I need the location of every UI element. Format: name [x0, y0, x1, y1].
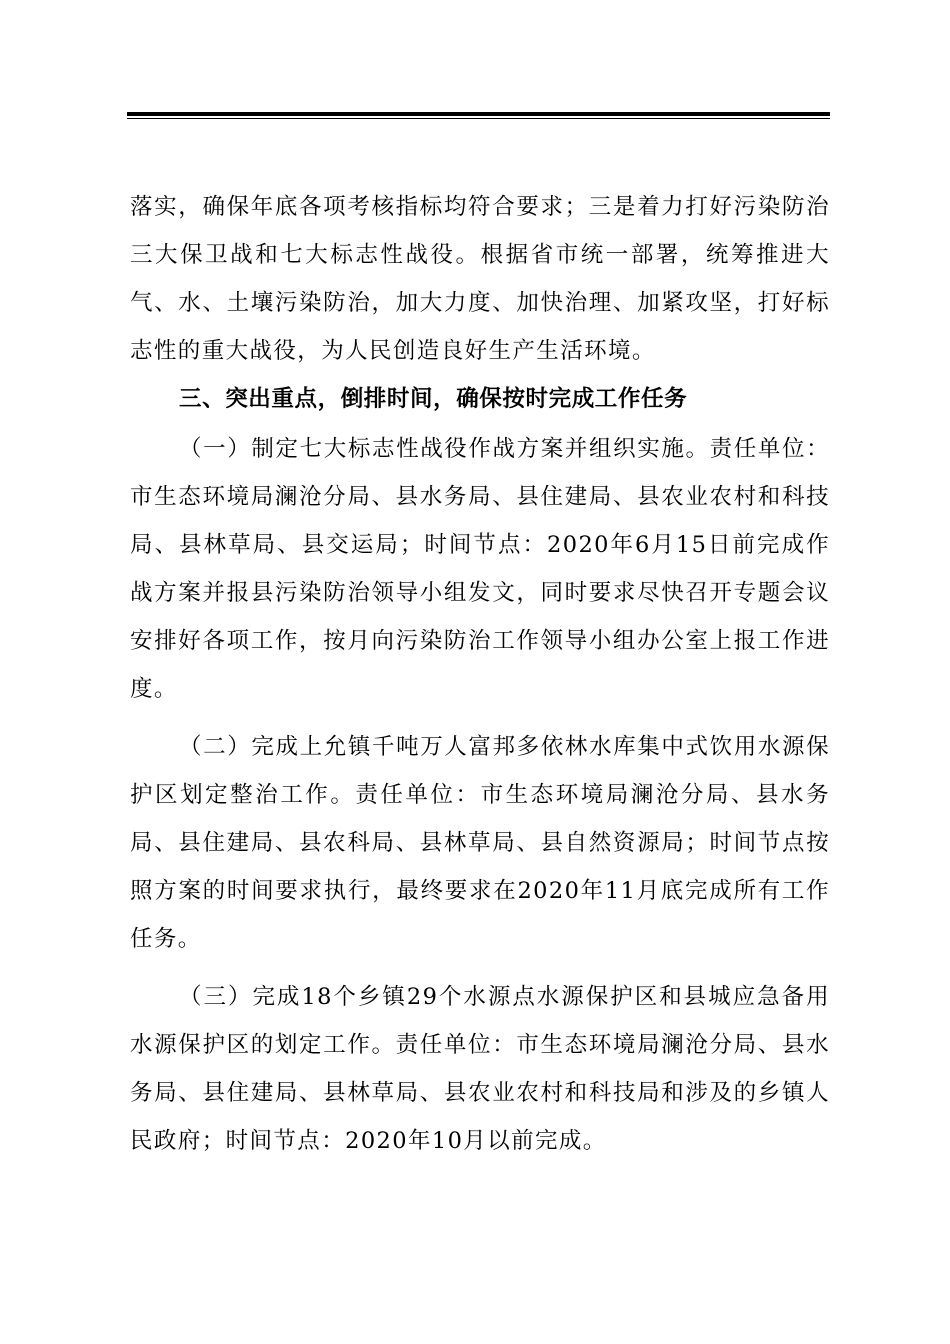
- paragraph-item-1: （一）制定七大标志性战役作战方案并组织实施。责任单位：市生态环境局澜沧分局、县水务局、县住建局、县农业农村和科技局、县林草局、县交运局；时间节点：2020年6月15日前完成作战方案并报县污染防治领导小组发文，同时要求尽快召开专题会议安排好各项工作，按月向污染防治工作领导小组办公室上报工作进度。: [130, 436, 830, 702]
- header-rule-thin: [127, 118, 830, 119]
- section-heading-3: 三、突出重点，倒排时间，确保按时完成工作任务: [179, 386, 688, 412]
- header-double-rule: [127, 112, 830, 119]
- paragraph-continuation: 落实，确保年底各项考核指标均符合要求；三是着力打好污染防治三大保卫战和七大标志性战役。根据省市统一部署，统筹推进大气、水、土壤污染防治，加大力度、加快治理、加紧攻坚，打好标志性的重大战役，为人民创造良好生产生活环境。: [130, 194, 830, 364]
- header-rule-thick: [127, 112, 830, 116]
- paragraph-item-2: （二）完成上允镇千吨万人富邦多依林水库集中式饮用水源保护区划定整治工作。责任单位：市生态环境局澜沧分局、县水务局、县住建局、县农科局、县林草局、县自然资源局；时间节点按照方案的时间要求执行，最终要求在2020年11月底完成所有工作任务。: [130, 734, 830, 952]
- paragraph-item-3: （三）完成18个乡镇29个水源点水源保护区和县城应急备用水源保护区的划定工作。责任单位：市生态环境局澜沧分局、县水务局、县住建局、县林草局、县农业农村和科技局和涉及的乡镇人民政府；时间节点：2020年10月以前完成。: [130, 984, 830, 1154]
- document-body: [130, 183, 830, 1165]
